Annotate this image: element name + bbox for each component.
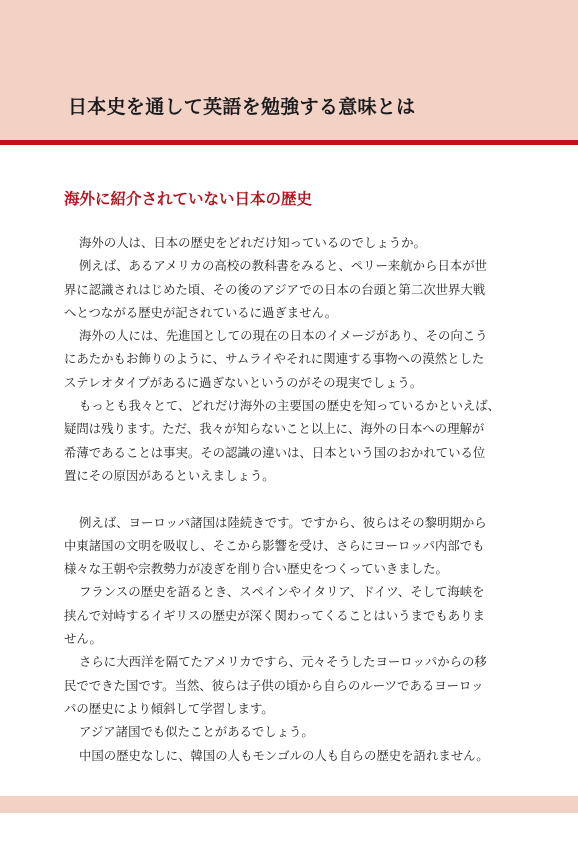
paragraph-spacer	[64, 487, 534, 510]
paragraph-line: 希薄であることは事実。その認識の違いは、日本という国のおかれている位	[64, 444, 486, 460]
paragraph-line: 挟んで対峙するイギリスの歴史が深く関わってくることはいうまでもありま	[64, 607, 485, 623]
paragraph-line: もっとも我々とて、どれだけ海外の主要国の歴史を知っているかといえば、	[79, 398, 501, 414]
paragraph-line: 例えば、あるアメリカの高校の教科書をみると、ペリー来航から日本が世	[79, 258, 488, 274]
paragraph-line: にあたかもお飾りのように、サムライやそれに関連する事物への漠然とした	[64, 351, 485, 367]
chapter-title: 日本史を通して英語を勉強する意味とは	[68, 96, 416, 118]
paragraph-line: フランスの歴史を語るとき、スペインやイタリア、ドイツ、そして海峡を	[79, 584, 485, 600]
paragraph-line: 疑問は残ります。ただ、我々が知らないこと以上に、海外の日本への理解が	[64, 421, 485, 437]
paragraph-line: へとつながる歴史が記されているに過ぎません。	[64, 304, 338, 320]
section-heading: 海外に紹介されていない日本の歴史	[64, 190, 313, 208]
paragraph-line: 海外の人には、先進国としての現在の日本のイメージがあり、その向こう	[79, 328, 488, 344]
paragraph-line: パの歴史により傾斜して学習します。	[64, 700, 274, 716]
paragraph-line: 置にその原因があるといえましょう。	[64, 467, 275, 483]
header-band	[0, 0, 578, 140]
paragraph-line: 中東諸国の文明を吸収し、そこから影響を受け、さらにヨーロッパ内部でも	[64, 537, 485, 553]
paragraph-line: 民でできた国です。当然、彼らは子供の頃から自らのルーツであるヨーロッ	[64, 677, 484, 693]
footer-band	[0, 796, 578, 813]
paragraph-line: 海外の人は、日本の歴史をどれだけ知っているのでしょうか。	[79, 235, 426, 250]
paragraph-line: 中国の歴史なしに、韓国の人もモンゴルの人も自らの歴史を語れません。	[79, 747, 489, 763]
paragraph-line: アジア諸国でも似たことがあるでしょう。	[79, 724, 314, 740]
paragraph-line: 様々な王朝や宗教勢力が凌ぎを削り合い歴史をつくっていきました。	[64, 561, 448, 577]
paragraph-line: 例えば、ヨーロッパ諸国は陸続きです。ですから、彼らはその黎明期から	[79, 514, 487, 530]
paragraph-line: ステレオタイプがあるに過ぎないというのがその現実でしょう。	[64, 374, 423, 390]
paragraph-line: さらに大西洋を隔てたアメリカですら、元々そうしたヨーロッパからの移	[79, 654, 487, 670]
paragraph-line: せん。	[64, 631, 102, 647]
paragraph-line: 界に認識されはじめた頃、その後のアジアでの日本の台頭と第二次世界大戦	[64, 281, 486, 297]
body-text	[64, 231, 534, 767]
header-rule	[0, 140, 578, 145]
